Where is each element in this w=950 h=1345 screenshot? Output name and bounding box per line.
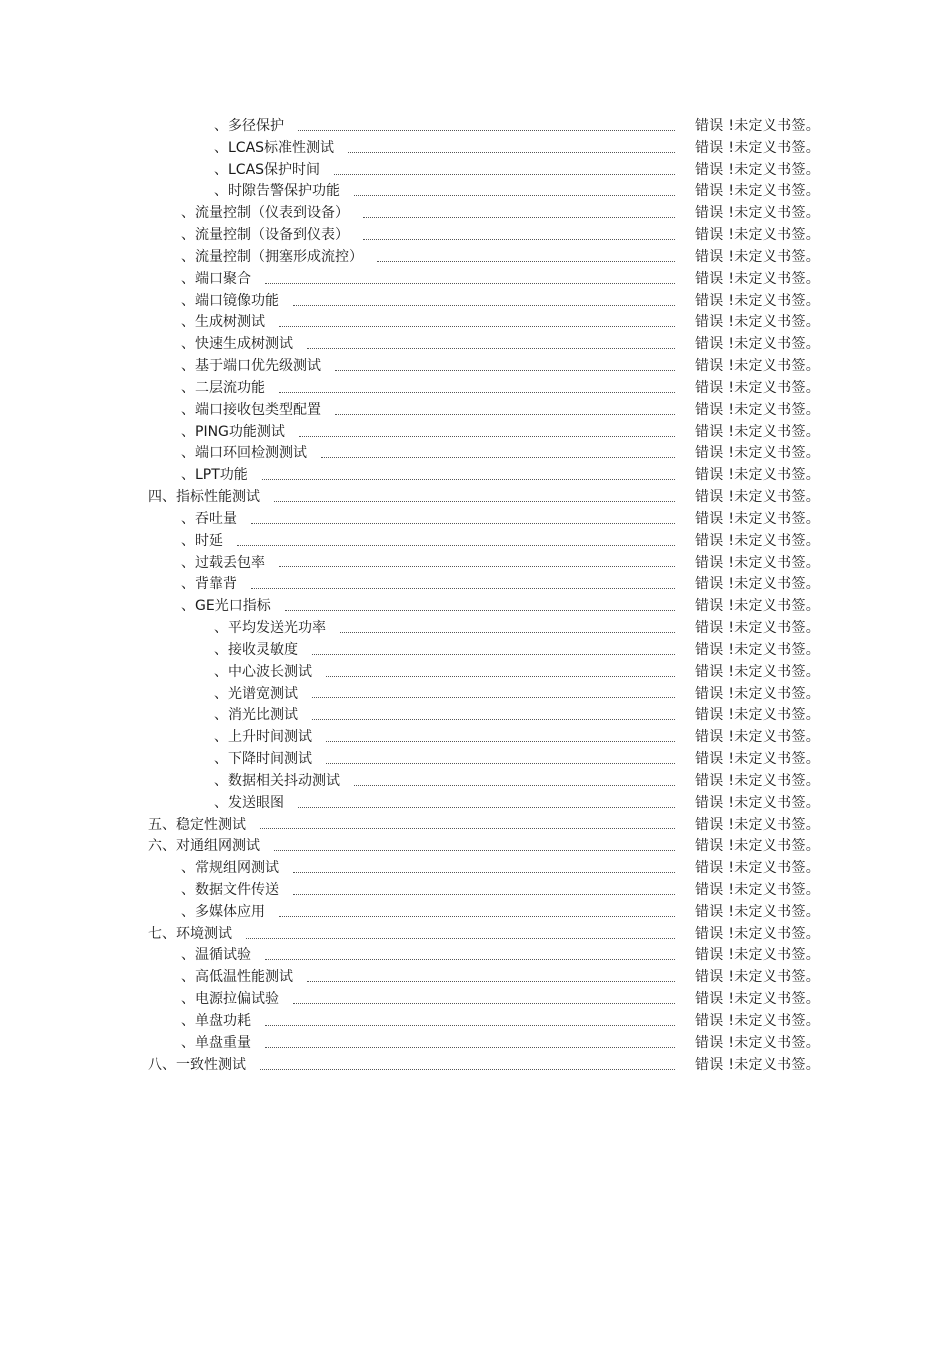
toc-entry-line xyxy=(181,247,685,269)
toc-entry[interactable] xyxy=(0,727,950,749)
dot-leader xyxy=(354,194,675,196)
toc-entry-page-ref: 错误 !未定义书签。 xyxy=(695,358,821,375)
toc-entry-title: 、单盘重量 xyxy=(181,1034,251,1051)
toc-entry-page-ref: 错误 !未定义书签。 xyxy=(695,881,821,898)
toc-entry[interactable] xyxy=(0,815,950,837)
toc-entry-title: 七、环境测试 xyxy=(148,925,232,942)
toc-entry[interactable] xyxy=(0,400,950,422)
toc-entry[interactable] xyxy=(0,771,950,793)
dot-leader xyxy=(326,762,675,764)
toc-entry-line xyxy=(181,880,685,902)
toc-entry-page-ref: 错误 !未定义书签。 xyxy=(695,794,821,811)
dot-leader xyxy=(279,391,675,393)
toc-entry-line xyxy=(214,116,685,138)
toc-entry[interactable] xyxy=(0,138,950,160)
dot-leader xyxy=(312,653,675,655)
toc-entry-title: 、中心波长测试 xyxy=(214,663,312,680)
toc-entry[interactable] xyxy=(0,1011,950,1033)
toc-entry-line xyxy=(181,531,685,553)
toc-entry[interactable] xyxy=(0,618,950,640)
toc-entry-line xyxy=(214,160,685,182)
toc-entry-page-ref: 错误 !未定义书签。 xyxy=(695,205,821,222)
toc-entry[interactable] xyxy=(0,684,950,706)
toc-entry-line xyxy=(181,203,685,225)
toc-entry[interactable] xyxy=(0,160,950,182)
toc-entry-title: 、端口环回检测测试 xyxy=(181,445,307,462)
toc-entry-line xyxy=(214,618,685,640)
toc-entry-title: 、消光比测试 xyxy=(214,707,298,724)
dot-leader xyxy=(251,522,675,524)
toc-entry-title: 、流量控制（设备到仪表） xyxy=(181,227,349,244)
toc-entry-title: 四、指标性能测试 xyxy=(148,489,260,506)
toc-entry-line xyxy=(181,334,685,356)
dot-leader xyxy=(363,238,675,240)
dot-leader xyxy=(363,216,675,218)
toc-entry-page-ref: 错误 !未定义书签。 xyxy=(695,183,821,200)
toc-entry[interactable] xyxy=(0,705,950,727)
dot-leader xyxy=(326,675,675,677)
toc-entry-title: 、LCAS标准性测试 xyxy=(214,139,335,156)
toc-entry-page-ref: 错误 !未定义书签。 xyxy=(695,445,821,462)
toc-entry[interactable] xyxy=(0,181,950,203)
toc-entry[interactable] xyxy=(0,422,950,444)
toc-entry[interactable] xyxy=(0,989,950,1011)
toc-entry[interactable] xyxy=(0,858,950,880)
toc-entry-page-ref: 错误 !未定义书签。 xyxy=(695,641,821,658)
toc-entry[interactable] xyxy=(0,487,950,509)
toc-entry-page-ref: 错误 !未定义书签。 xyxy=(695,838,821,855)
toc-entry-page-ref: 错误 !未定义书签。 xyxy=(695,707,821,724)
toc-entry-line xyxy=(214,138,685,160)
toc-entry-line xyxy=(214,727,685,749)
toc-entry[interactable] xyxy=(0,509,950,531)
toc-entry[interactable] xyxy=(0,574,950,596)
toc-entry-line xyxy=(181,858,685,880)
dot-leader xyxy=(312,718,675,720)
table-of-contents xyxy=(0,116,950,1076)
toc-entry-line xyxy=(181,902,685,924)
toc-entry-title: 、常规组网测试 xyxy=(181,860,279,877)
toc-entry-page-ref: 错误 !未定义书签。 xyxy=(695,292,821,309)
toc-entry-line xyxy=(181,422,685,444)
toc-entry-line xyxy=(181,574,685,596)
toc-entry-page-ref: 错误 !未定义书签。 xyxy=(695,685,821,702)
toc-entry-title: 、下降时间测试 xyxy=(214,751,312,768)
dot-leader xyxy=(274,849,675,851)
dot-leader xyxy=(334,173,675,175)
toc-entry-line xyxy=(181,1033,685,1055)
toc-entry-page-ref: 错误 !未定义书签。 xyxy=(695,336,821,353)
toc-entry-title: 、生成树测试 xyxy=(181,314,265,331)
dot-leader xyxy=(293,1002,675,1004)
dot-leader xyxy=(321,456,675,458)
toc-entry-page-ref: 错误 !未定义书签。 xyxy=(695,227,821,244)
toc-entry-title: 八、一致性测试 xyxy=(148,1056,246,1073)
dot-leader xyxy=(279,565,675,567)
toc-entry[interactable] xyxy=(0,269,950,291)
toc-entry[interactable] xyxy=(0,793,950,815)
toc-entry-title: 、二层流功能 xyxy=(181,379,265,396)
toc-entry-line xyxy=(214,749,685,771)
dot-leader xyxy=(274,500,675,502)
toc-entry-title: 、多媒体应用 xyxy=(181,903,265,920)
toc-entry-page-ref: 错误 !未定义书签。 xyxy=(695,576,821,593)
toc-entry-title: 、光谱宽测试 xyxy=(214,685,298,702)
toc-entry-title: 、端口接收包类型配置 xyxy=(181,401,321,418)
toc-entry-line xyxy=(181,225,685,247)
toc-entry[interactable] xyxy=(0,945,950,967)
toc-entry-title: 、端口聚合 xyxy=(181,270,251,287)
toc-entry[interactable] xyxy=(0,291,950,313)
toc-entry-line xyxy=(181,967,685,989)
toc-entry-line xyxy=(181,378,685,400)
toc-entry-line xyxy=(214,640,685,662)
toc-entry-title: 、PING功能测试 xyxy=(181,423,285,440)
toc-entry-page-ref: 错误 !未定义书签。 xyxy=(695,969,821,986)
toc-entry-page-ref: 错误 !未定义书签。 xyxy=(695,467,821,484)
toc-entry[interactable] xyxy=(0,902,950,924)
dot-leader xyxy=(307,347,675,349)
toc-entry[interactable] xyxy=(0,356,950,378)
dot-leader xyxy=(262,478,675,480)
toc-entry-title: 、GE光口指标 xyxy=(181,598,271,615)
toc-entry-title: 、多径保护 xyxy=(214,118,284,134)
dot-leader xyxy=(312,696,675,698)
toc-entry-line xyxy=(214,684,685,706)
dot-leader xyxy=(335,369,675,371)
toc-entry-title: 、数据文件传送 xyxy=(181,881,279,898)
toc-entry-line xyxy=(181,312,685,334)
toc-entry-line xyxy=(181,596,685,618)
toc-entry-title: 、吞吐量 xyxy=(181,510,237,527)
toc-entry-page-ref: 错误 !未定义书签。 xyxy=(695,510,821,527)
toc-entry[interactable] xyxy=(0,553,950,575)
toc-entry-line xyxy=(181,269,685,291)
dot-leader xyxy=(293,304,675,306)
toc-entry[interactable] xyxy=(0,749,950,771)
toc-entry-page-ref: 错误 !未定义书签。 xyxy=(695,816,821,833)
toc-entry-line xyxy=(148,487,685,509)
toc-entry-page-ref: 错误 !未定义书签。 xyxy=(695,161,821,178)
toc-entry[interactable] xyxy=(0,378,950,400)
toc-entry-title: 、流量控制（拥塞形成流控） xyxy=(181,248,363,265)
toc-entry-line xyxy=(214,181,685,203)
dot-leader xyxy=(298,129,675,131)
toc-entry-title: 、平均发送光功率 xyxy=(214,620,326,637)
dot-leader xyxy=(246,937,675,939)
toc-entry-page-ref: 错误 !未定义书签。 xyxy=(695,379,821,396)
toc-entry-title: 、数据相关抖动测试 xyxy=(214,772,340,789)
toc-entry-title: 、时延 xyxy=(181,532,223,549)
dot-leader xyxy=(237,544,675,546)
dot-leader xyxy=(307,980,675,982)
toc-entry[interactable] xyxy=(0,924,950,946)
toc-entry-line xyxy=(181,356,685,378)
toc-entry-page-ref: 错误 !未定义书签。 xyxy=(695,489,821,506)
toc-entry-line xyxy=(148,1055,685,1077)
dot-leader xyxy=(377,260,675,262)
dot-leader xyxy=(348,151,675,153)
dot-leader xyxy=(279,325,675,327)
toc-entry[interactable] xyxy=(0,836,950,858)
toc-entry-line xyxy=(148,924,685,946)
dot-leader xyxy=(354,784,675,786)
toc-entry-page-ref: 错误 !未定义书签。 xyxy=(695,401,821,418)
toc-entry-page-ref: 错误 !未定义书签。 xyxy=(695,620,821,637)
toc-entry-title: 、过载丢包率 xyxy=(181,554,265,571)
toc-entry-title: 、快速生成树测试 xyxy=(181,336,293,353)
toc-entry-title: 、背靠背 xyxy=(181,576,237,593)
toc-entry-title: 、温循试验 xyxy=(181,947,251,964)
toc-entry[interactable] xyxy=(0,334,950,356)
toc-entry-title: 、单盘功耗 xyxy=(181,1012,251,1029)
toc-entry-title: 、电源拉偏试验 xyxy=(181,991,279,1008)
toc-entry[interactable] xyxy=(0,312,950,334)
toc-entry[interactable] xyxy=(0,531,950,553)
dot-leader xyxy=(293,893,675,895)
toc-entry-title: 、接收灵敏度 xyxy=(214,641,298,658)
toc-entry[interactable] xyxy=(0,225,950,247)
toc-entry-title: 六、对通组网测试 xyxy=(148,838,260,855)
toc-entry-line xyxy=(181,400,685,422)
dot-leader xyxy=(340,631,675,633)
dot-leader xyxy=(298,806,675,808)
dot-leader xyxy=(265,1024,675,1026)
toc-entry-title: 五、稳定性测试 xyxy=(148,816,246,833)
toc-entry[interactable] xyxy=(0,1033,950,1055)
toc-entry-page-ref: 错误 !未定义书签。 xyxy=(695,903,821,920)
toc-entry-line xyxy=(181,553,685,575)
toc-entry-title: 、基于端口优先级测试 xyxy=(181,358,321,375)
toc-entry[interactable] xyxy=(0,116,950,138)
toc-entry-line xyxy=(181,1011,685,1033)
toc-entry[interactable] xyxy=(0,443,950,465)
toc-entry-title: 、时隙告警保护功能 xyxy=(214,183,340,200)
dot-leader xyxy=(293,871,675,873)
toc-entry-page-ref: 错误 !未定义书签。 xyxy=(695,991,821,1008)
toc-entry-page-ref: 错误 !未定义书签。 xyxy=(695,860,821,877)
toc-entry-page-ref: 错误 !未定义书签。 xyxy=(695,751,821,768)
toc-entry-page-ref: 错误 !未定义书签。 xyxy=(695,598,821,615)
toc-entry[interactable] xyxy=(0,662,950,684)
toc-entry-page-ref: 错误 !未定义书签。 xyxy=(695,270,821,287)
toc-entry-page-ref: 错误 !未定义书签。 xyxy=(695,772,821,789)
toc-entry-page-ref: 错误 !未定义书签。 xyxy=(695,118,821,134)
toc-entry-page-ref: 错误 !未定义书签。 xyxy=(695,1012,821,1029)
toc-entry[interactable] xyxy=(0,596,950,618)
toc-entry-line xyxy=(214,662,685,684)
toc-entry-page-ref: 错误 !未定义书签。 xyxy=(695,1034,821,1051)
toc-entry[interactable] xyxy=(0,880,950,902)
toc-entry-title: 、流量控制（仪表到设备） xyxy=(181,205,349,222)
dot-leader xyxy=(265,1046,675,1048)
dot-leader xyxy=(299,435,675,437)
toc-entry-line xyxy=(214,793,685,815)
toc-entry-page-ref: 错误 !未定义书签。 xyxy=(695,663,821,680)
toc-entry-line xyxy=(181,945,685,967)
toc-entry-page-ref: 错误 !未定义书签。 xyxy=(695,314,821,331)
toc-entry-page-ref: 错误 !未定义书签。 xyxy=(695,947,821,964)
toc-entry-page-ref: 错误 !未定义书签。 xyxy=(695,1056,821,1073)
toc-entry-line xyxy=(181,443,685,465)
toc-entry-page-ref: 错误 !未定义书签。 xyxy=(695,925,821,942)
dot-leader xyxy=(265,282,675,284)
toc-entry[interactable] xyxy=(0,203,950,225)
toc-entry-page-ref: 错误 !未定义书签。 xyxy=(695,139,821,156)
dot-leader xyxy=(285,609,675,611)
dot-leader xyxy=(335,413,675,415)
dot-leader xyxy=(260,827,675,829)
toc-entry-page-ref: 错误 !未定义书签。 xyxy=(695,554,821,571)
toc-entry-title: 、上升时间测试 xyxy=(214,729,312,746)
toc-entry-title: 、发送眼图 xyxy=(214,794,284,811)
dot-leader xyxy=(260,1068,675,1070)
toc-entry-line xyxy=(148,815,685,837)
toc-entry-line xyxy=(181,989,685,1011)
toc-entry-title: 、高低温性能测试 xyxy=(181,969,293,986)
toc-entry-page-ref: 错误 !未定义书签。 xyxy=(695,532,821,549)
toc-entry-page-ref: 错误 !未定义书签。 xyxy=(695,248,821,265)
toc-entry-line xyxy=(181,291,685,313)
toc-entry-line xyxy=(214,771,685,793)
toc-entry-line xyxy=(214,705,685,727)
dot-leader xyxy=(279,915,675,917)
toc-entry-page-ref: 错误 !未定义书签。 xyxy=(695,423,821,440)
toc-entry[interactable] xyxy=(0,1055,950,1077)
toc-entry[interactable] xyxy=(0,640,950,662)
dot-leader xyxy=(251,587,675,589)
toc-entry-line xyxy=(181,465,685,487)
toc-entry[interactable] xyxy=(0,465,950,487)
toc-entry-page-ref: 错误 !未定义书签。 xyxy=(695,729,821,746)
toc-entry-title: 、端口镜像功能 xyxy=(181,292,279,309)
toc-entry-title: 、LPT功能 xyxy=(181,467,248,484)
toc-entry[interactable] xyxy=(0,247,950,269)
dot-leader xyxy=(265,958,675,960)
toc-entry-line xyxy=(148,836,685,858)
toc-entry-line xyxy=(181,509,685,531)
dot-leader xyxy=(326,740,675,742)
toc-entry-title: 、LCAS保护时间 xyxy=(214,161,321,178)
toc-entry[interactable] xyxy=(0,967,950,989)
